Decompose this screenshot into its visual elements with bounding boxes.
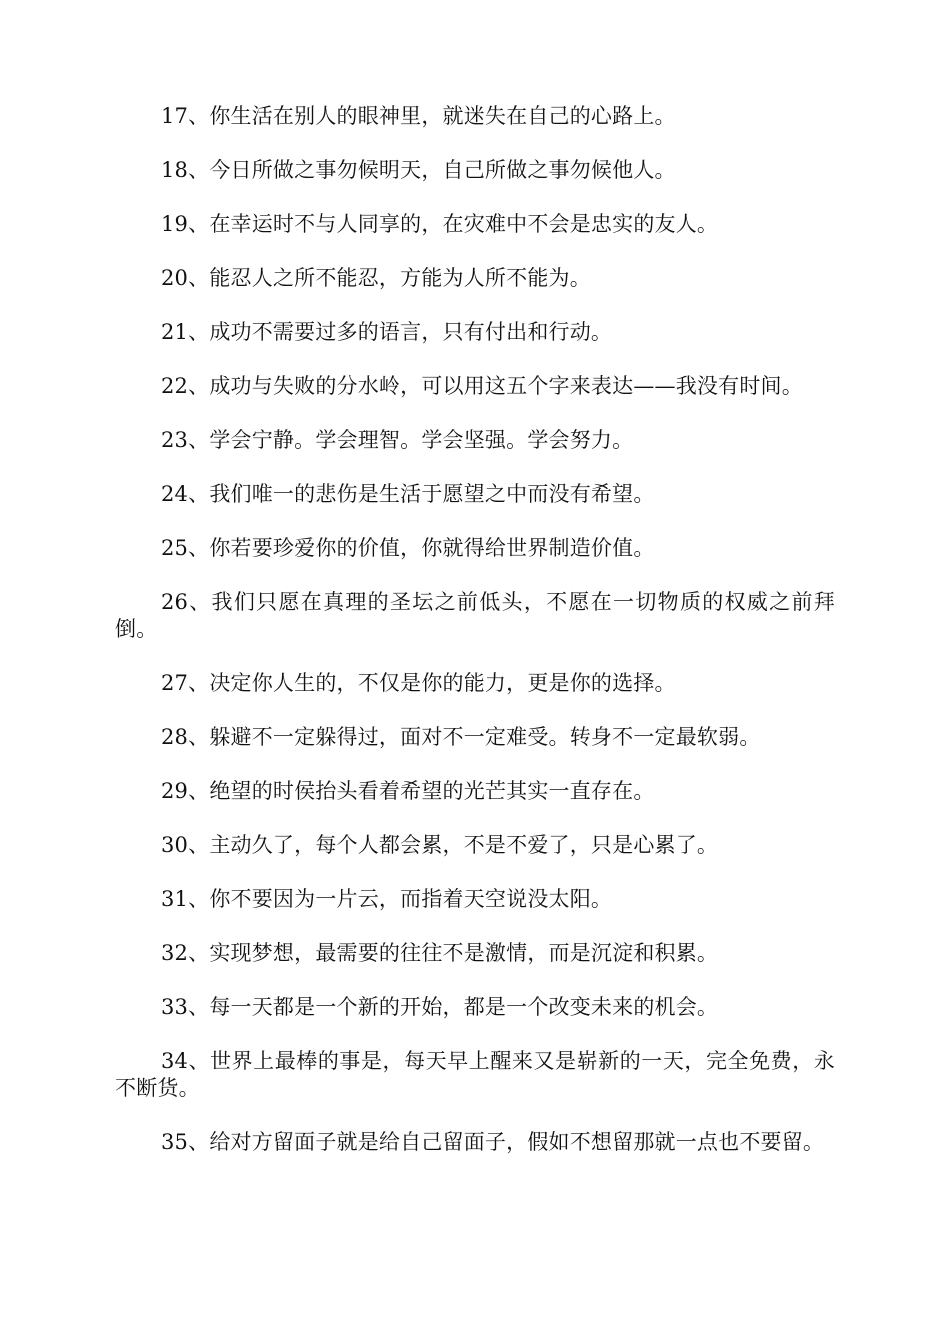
paragraph-30: 30、主动久了，每个人都会累，不是不爱了，只是心累了。 — [161, 833, 719, 857]
paragraph-28: 28、躲避不一定躲得过，面对不一定难受。转身不一定最软弱。 — [161, 725, 761, 749]
paragraph-18: 18、今日所做之事勿候明天，自己所做之事勿候他人。 — [161, 158, 676, 182]
document-body — [115, 103, 835, 1183]
paragraph-35: 35、给对方留面子就是给自己留面子，假如不想留那就一点也不要留。 — [161, 1130, 825, 1154]
paragraph-26: 26、我们只愿在真理的圣坛之前低头，不愿在一切物质的权威之前拜倒。 — [115, 590, 835, 641]
paragraph-17: 17、你生活在别人的眼神里，就迷失在自己的心路上。 — [161, 104, 676, 128]
paragraph-24: 24、我们唯一的悲伤是生活于愿望之中而没有希望。 — [161, 482, 655, 506]
paragraph-19: 19、在幸运时不与人同享的，在灾难中不会是忠实的友人。 — [161, 212, 719, 236]
paragraph-25: 25、你若要珍爱你的价值，你就得给世界制造价值。 — [161, 536, 655, 560]
paragraph-34: 34、世界上最棒的事是，每天早上醒来又是崭新的一天，完全免费，永不断货。 — [115, 1049, 835, 1100]
paragraph-21: 21、成功不需要过多的语言，只有付出和行动。 — [161, 320, 613, 344]
paragraph-23: 23、学会宁静。学会理智。学会坚强。学会努力。 — [161, 428, 634, 452]
paragraph-29: 29、绝望的时侯抬头看着希望的光芒其实一直存在。 — [161, 779, 655, 803]
paragraph-22: 22、成功与失败的分水岭，可以用这五个字来表达——我没有时间。 — [161, 374, 803, 398]
paragraph-31: 31、你不要因为一片云，而指着天空说没太阳。 — [161, 887, 613, 911]
paragraph-33: 33、每一天都是一个新的开始，都是一个改变未来的机会。 — [161, 995, 719, 1019]
paragraph-32: 32、实现梦想，最需要的往往不是激情，而是沉淀和积累。 — [161, 941, 719, 965]
paragraph-20: 20、能忍人之所不能忍，方能为人所不能为。 — [161, 266, 591, 290]
paragraph-27: 27、决定你人生的，不仅是你的能力，更是你的选择。 — [161, 671, 676, 695]
